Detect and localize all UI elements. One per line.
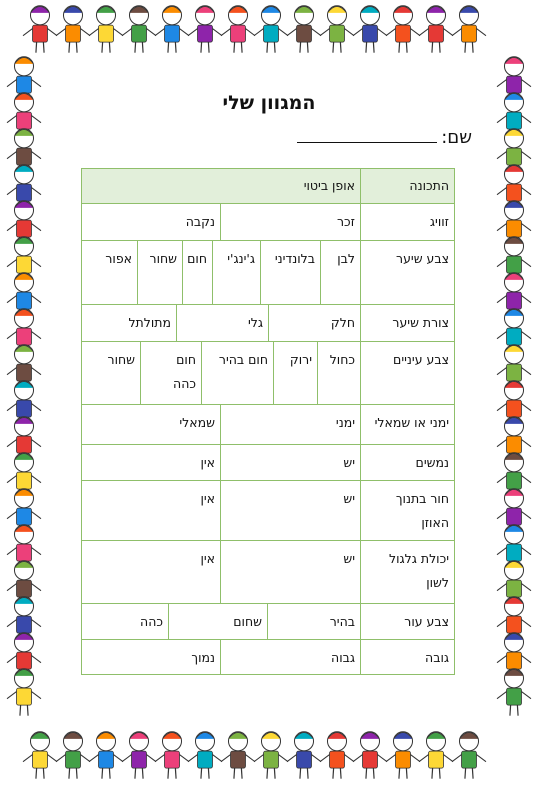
trait-cell: צורת שיער: [361, 305, 455, 342]
option-cell: כהה: [81, 604, 169, 640]
child-figure: [155, 732, 189, 779]
child-figure: [497, 669, 531, 716]
option-cell: חלק: [269, 305, 361, 342]
option-cell: זכר: [221, 204, 361, 241]
trait-cell: נמשים: [361, 445, 455, 481]
page-title: המגוון שלי: [222, 92, 316, 114]
child-figure: [254, 732, 288, 779]
trait-cell: צבע עיניים: [361, 342, 455, 405]
option-cell: בהיר: [268, 604, 361, 640]
option-cell: נקבה: [81, 204, 221, 241]
option-cell: אין: [81, 481, 221, 541]
trait-cell: זוויג: [361, 204, 455, 241]
name-field: [297, 124, 472, 148]
option-cell: בלונדיני: [261, 241, 321, 305]
header-expression: אופן ביטוי: [81, 168, 361, 204]
trait-cell: צבע שיער: [361, 241, 455, 305]
option-cell: ירוק: [274, 342, 318, 405]
child-figure: [386, 6, 420, 53]
option-cell: כחול: [318, 342, 361, 405]
child-figure: [320, 732, 354, 779]
child-figure: [23, 732, 57, 779]
child-figure: [122, 6, 156, 53]
child-figure: [221, 732, 255, 779]
child-figure: [23, 6, 57, 53]
option-cell: ג'ינג'י: [213, 241, 261, 305]
trait-cell: ימני או שמאלי: [361, 405, 455, 445]
child-figure: [188, 6, 222, 53]
option-cell: שחום: [169, 604, 268, 640]
option-cell: חום בהיר: [202, 342, 274, 405]
child-figure: [188, 732, 222, 779]
option-cell: נמוך: [81, 640, 221, 675]
option-cell: חום כהה: [141, 342, 202, 405]
child-figure: [56, 6, 90, 53]
option-cell: שחור: [138, 241, 183, 305]
option-cell: אפור: [81, 241, 138, 305]
option-cell: שמאלי: [81, 405, 221, 445]
child-figure: [254, 6, 288, 53]
child-figure: [353, 732, 387, 779]
child-figure: [287, 732, 321, 779]
child-figure: [419, 6, 453, 53]
option-cell: חום: [183, 241, 213, 305]
header-trait: התכונה: [361, 168, 455, 204]
option-cell: מתולתל: [81, 305, 177, 342]
child-figure: [155, 6, 189, 53]
child-figure: [89, 732, 123, 779]
child-figure: [221, 6, 255, 53]
option-cell: שחור: [81, 342, 141, 405]
option-cell: אין: [81, 541, 221, 604]
trait-cell: צבע עור: [361, 604, 455, 640]
option-cell: גלי: [177, 305, 269, 342]
name-blank-line: [297, 124, 437, 143]
child-figure: [89, 6, 123, 53]
option-cell: אין: [81, 445, 221, 481]
child-figure: [452, 6, 486, 53]
trait-cell: חור בתנוך האוזן: [361, 481, 455, 541]
trait-cell: יכולת גלגול לשון: [361, 541, 455, 604]
option-cell: יש: [221, 481, 361, 541]
child-figure: [353, 6, 387, 53]
child-figure: [7, 669, 41, 716]
option-cell: ימני: [221, 405, 361, 445]
child-figure: [452, 732, 486, 779]
child-figure: [320, 6, 354, 53]
child-figure: [287, 6, 321, 53]
option-cell: יש: [221, 541, 361, 604]
trait-cell: גובה: [361, 640, 455, 675]
child-figure: [386, 732, 420, 779]
option-cell: לבן: [321, 241, 361, 305]
child-figure: [56, 732, 90, 779]
option-cell: גבוה: [221, 640, 361, 675]
name-label: שם:: [441, 127, 472, 148]
traits-table: [81, 168, 455, 675]
child-figure: [122, 732, 156, 779]
child-figure: [419, 732, 453, 779]
option-cell: יש: [221, 445, 361, 481]
